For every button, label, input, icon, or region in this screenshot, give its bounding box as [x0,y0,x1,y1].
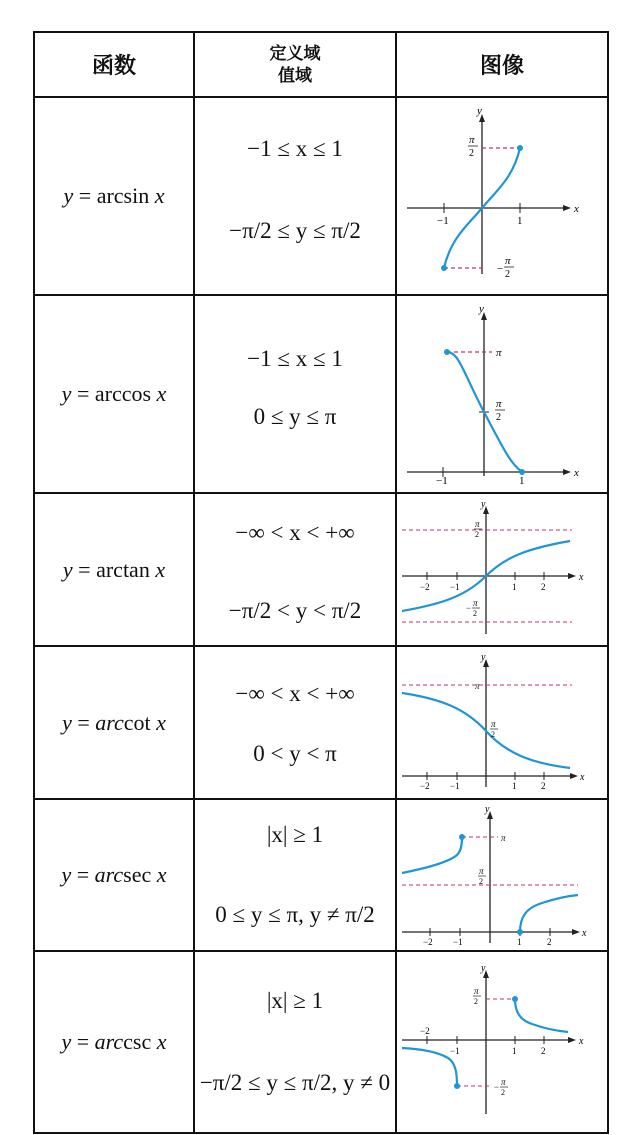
graph-cell [396,646,608,799]
label-neg: − [497,263,504,275]
tick-label-one: 1 [517,215,523,227]
row-arctan [34,493,608,646]
fn-eq: = [78,183,92,208]
tick-label-two: 2 [541,780,546,791]
arccsc-graph [402,962,602,1122]
fn-x: x [156,381,167,406]
label-neg: − [466,602,472,613]
fn-eq: = [76,862,90,887]
arccsc-left-branch [402,1048,457,1086]
tick-label-neg-one: −1 [450,581,460,592]
fn-prefix: arctan [96,556,150,582]
fn-x: x [156,709,166,735]
label-neg: − [494,1082,500,1092]
graph-cell [396,295,608,493]
label-pi: π [496,347,502,359]
y-axis-label: y [477,106,482,117]
fn-prefix: arc [94,862,124,887]
x-axis-arrow [563,469,571,475]
domain-range-cell [194,97,396,295]
arccsc-right-branch [515,999,568,1032]
graph-cell [396,951,608,1133]
fn-eq: = [78,556,91,582]
row-arcsin [34,97,608,295]
tick-label-one: 1 [512,581,517,592]
domain-range-cell [194,951,396,1133]
range-text: 0 ≤ y ≤ π, y ≠ π/2 [215,902,375,927]
endpoint-right [512,996,518,1002]
y-axis-label: y [481,652,486,663]
x-axis-label: x [574,467,579,479]
arcsec-graph [402,805,602,945]
x-axis-arrow [570,773,578,779]
endpoint-left [441,265,447,271]
y-axis-label: y [481,963,486,974]
x-axis-label: x [582,928,587,939]
arccot-graph [402,653,602,793]
function-cell [34,97,194,295]
domain-text: −1 ≤ x ≤ 1 [247,346,343,371]
label-two: 2 [501,1088,505,1097]
fn-prefix: arc [95,709,124,735]
tick-label-two: 2 [541,581,546,592]
range-text: 0 ≤ y ≤ π [253,404,337,429]
tick-label-neg-one: −1 [437,215,449,227]
function-cell [34,295,194,493]
fn-y: y [63,183,74,208]
x-axis-label: x [574,203,579,215]
label-two: 2 [469,148,474,159]
label-pi: π [501,1077,506,1087]
label-two: 2 [474,997,478,1006]
tick-label-neg-one: −1 [436,475,448,484]
label-pi: π [473,597,478,608]
tick-label-neg-one: −1 [450,1046,460,1056]
endpoint-left [454,1083,460,1089]
fn-name: sec [123,862,152,887]
function-cell [34,493,194,646]
header-row [34,32,608,97]
y-axis-label: y [485,805,490,815]
arcsec-right-branch [520,895,578,932]
function-cell [34,646,194,799]
tick-label-two: 2 [547,937,552,945]
graph-cell [396,493,608,646]
fn-x: x [156,1029,167,1054]
fn-y: y [61,381,72,406]
x-axis-label: x [580,771,585,783]
domain-text: −∞ < x < +∞ [235,520,355,545]
header-function: 函数 [34,32,194,97]
domain-range-cell [194,493,396,646]
range-text: 0 < y < π [253,741,337,766]
range-text: −π/2 < y < π/2 [228,598,362,623]
arctan-graph [402,500,602,640]
label-pi: π [469,134,475,146]
function-cell [34,951,194,1133]
label-pi: π [505,255,511,267]
arcsin-graph [407,106,597,286]
tick-label-neg-two: −2 [423,937,433,945]
tick-label-one: 1 [512,780,517,791]
x-axis-label: x [579,571,584,583]
domain-range-cell [194,646,396,799]
label-pi: π [496,398,502,410]
graph-cell [396,97,608,295]
function-cell [34,799,194,951]
range-text: −π/2 ≤ y ≤ π/2 [229,218,361,243]
header-range: 值域 [278,65,312,86]
x-axis-arrow [568,573,576,579]
label-pi: π [501,833,506,843]
endpoint-right [517,145,523,151]
label-two: 2 [491,729,495,739]
fn-eq: = [76,381,90,406]
tick-label-neg-two: −2 [420,581,430,592]
row-arccos [34,295,608,493]
inverse-trig-table [33,31,609,1134]
arccos-graph [407,304,597,484]
fn-y: y [62,556,73,582]
tick-label-two: 2 [541,1046,546,1056]
endpoint-left [459,834,465,840]
x-axis-arrow [568,1037,576,1043]
tick-label-one: 1 [519,475,525,484]
fn-x: x [154,183,165,208]
label-pi: π [475,680,480,691]
label-pi: π [479,866,484,876]
label-two: 2 [473,608,477,618]
domain-range-cell [194,799,396,951]
tick-label-one: 1 [512,1046,517,1056]
fn-name: cot [123,709,151,735]
label-two: 2 [496,412,501,423]
tick-label-neg-one: −1 [453,937,463,945]
header-graph: 图像 [396,32,608,97]
endpoint-left [444,349,450,355]
fn-prefix: arc [94,1029,124,1054]
fn-prefix: arccos [94,381,152,406]
tick-label-neg-two: −2 [420,780,430,791]
y-axis-label: y [479,304,484,315]
label-pi: π [491,718,496,729]
endpoint-right [519,469,525,475]
label-two: 2 [505,269,510,280]
range-text: −π/2 ≤ y ≤ π/2, y ≠ 0 [199,1070,391,1095]
domain-text: −∞ < x < +∞ [235,681,355,706]
fn-name: csc [123,1029,152,1054]
header-domain-range [194,32,396,97]
tick-label-neg-one: −1 [450,780,460,791]
domain-text: |x| ≥ 1 [266,988,324,1013]
fn-y: y [62,709,72,735]
fn-y: y [61,862,72,887]
x-axis-arrow [563,205,571,211]
arcsec-left-branch [402,837,462,873]
x-axis-arrow [572,929,580,935]
label-two: 2 [475,529,479,539]
fn-x: x [155,556,166,582]
domain-text: −1 ≤ x ≤ 1 [247,136,343,161]
row-arcsec [34,799,608,951]
graph-cell [396,799,608,951]
fn-eq: = [76,1029,90,1054]
fn-prefix: arcsin [96,183,150,208]
label-pi: π [475,518,480,529]
y-axis-label: y [481,499,486,510]
label-two: 2 [479,877,483,886]
label-pi: π [474,986,479,996]
row-arccsc [34,951,608,1133]
x-axis-label: x [579,1036,584,1047]
header-domain: 定义域 [269,43,321,64]
endpoint-right [517,929,523,935]
domain-range-cell [194,295,396,493]
fn-eq: = [77,709,90,735]
tick-label-neg-two: −2 [420,1026,430,1036]
row-arccot [34,646,608,799]
fn-x: x [156,862,167,887]
domain-text: |x| ≥ 1 [266,822,324,847]
fn-y: y [61,1029,72,1054]
tick-label-one: 1 [517,937,522,945]
